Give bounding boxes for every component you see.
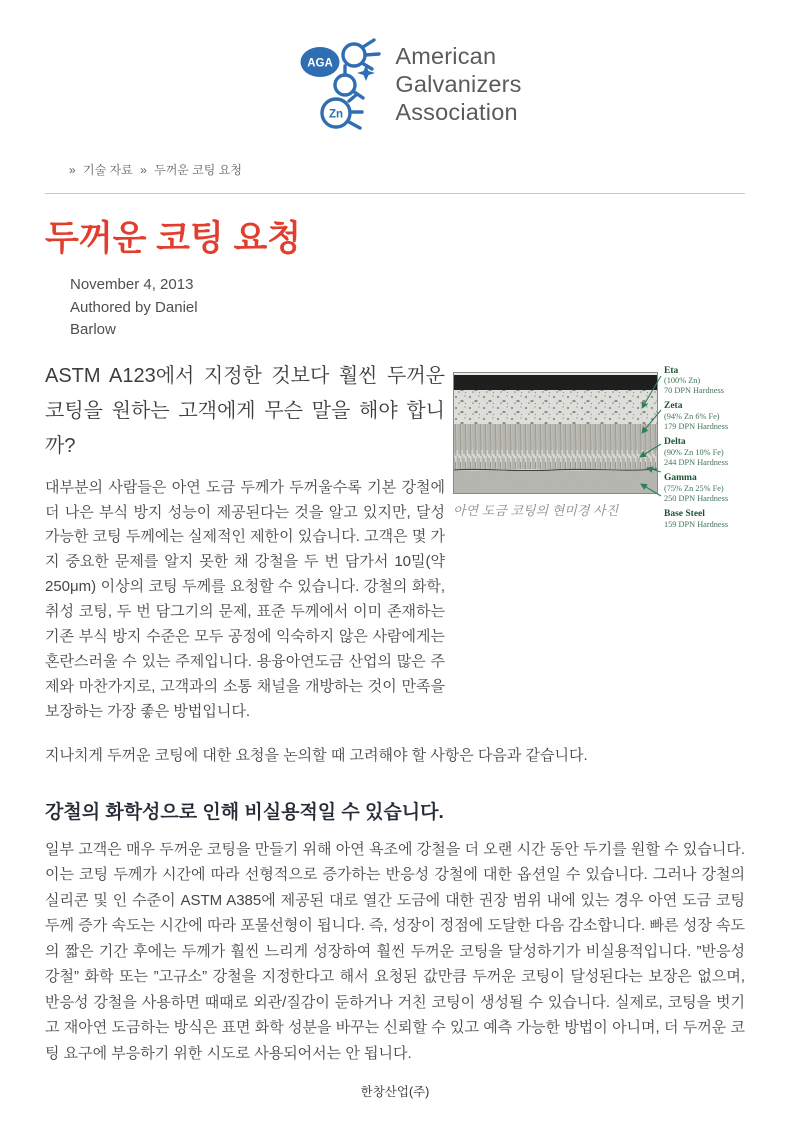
breadcrumb-separator: »: [140, 163, 147, 177]
byline: [70, 274, 745, 342]
article-author-line1: Authored by Daniel: [70, 298, 198, 316]
layer-labels: [664, 366, 748, 535]
article-author-line2: Barlow: [70, 321, 116, 338]
layer-label-zeta: [664, 401, 748, 432]
footer-company-name: 한창산업(주): [360, 1085, 430, 1099]
site-footer: [0, 1082, 790, 1100]
layer-name: Eta: [664, 365, 679, 376]
layer-composition: (90% Zn 10% Fe): [664, 447, 724, 457]
micrograph-photo: [453, 372, 658, 494]
aga-logo-icon[interactable]: [300, 38, 382, 132]
section-paragraph: 일부 고객은 매우 두꺼운 코팅을 만들기 위해 아연 욕조에 강철을 더 오랜 시간 동안 두기를 원할 수 있습니다. 이는 코팅 두께가 시간에 따라 선형적으로 증가하는 반응성 강철에 대한 옵션일 수 있습니다. 그러나 강철의 실리콘 및 인 수준이 ASTM A385에 제공된 대로 열간 도금에 대한 권장 범위 내에 있는 경우 아연 도금 코팅 두께 증가 속도는 시간에 따라 포물선형이 됩니다. 즉, 성장이 정점에 도달한 다음 감소합니다. 빠른 성장 속도의 짧은 기간 후에는 두께가 훨씬 느리게 성장하여 훨씬 두꺼운 코팅을 달성하기가 비실용적입니다. ”반응성 강철” 화학 또는 ”고규소” 강철을 지정한다고 해서 요청된 값만큼 두꺼운 코팅이 달성된다는 보장은 없으며, 반응성 강철을 사용하면 때때로 외관/질감이 둔하거나 거친 코팅이 생성될 수 있습니다. 실제로, 코팅을 벗기고 재아연 도금하는 방식은 표면 화학 성분을 바꾸는 신뢰할 수 있고 예측 가능한 방법이 아니며, 더 두꺼운 코팅 요구에 부응하기 위한 시도로 사용되어서는 안 됩니다.: [45, 840, 745, 1062]
layer-hardness: 179 DPN Hardness: [664, 422, 729, 432]
layer-label-base-steel: [664, 509, 748, 530]
intro-column: [45, 359, 445, 725]
site-header: [61, 0, 761, 134]
breadcrumb-link-current-page[interactable]: 두꺼운 코팅 요청: [154, 163, 242, 177]
org-name: [395, 43, 521, 126]
breadcrumb-link-tech-resources[interactable]: 기술 자료: [83, 163, 133, 177]
layer-name: Delta: [664, 437, 686, 448]
header-divider: [45, 193, 745, 194]
layer-label-delta: [664, 437, 748, 468]
content-row: [45, 359, 745, 725]
org-name-line: Galvanizers: [395, 71, 522, 98]
figure-caption: 아연 도금 코팅의 현미경 사진: [453, 502, 619, 518]
layer-hardness: 70 DPN Hardness: [664, 386, 724, 396]
section-heading: 강철의 화학성으로 인해 비실용적일 수 있습니다.: [45, 801, 444, 823]
layer-composition: (75% Zn 25% Fe): [664, 483, 724, 493]
logo-acronym-text: AGA: [307, 57, 334, 70]
layer-hardness: 250 DPN Hardness: [664, 493, 729, 503]
org-name-line: American: [395, 43, 497, 70]
layer-name: Zeta: [664, 401, 683, 412]
layer-hardness: 159 DPN Hardness: [664, 519, 729, 529]
layer-label-eta: [664, 366, 748, 397]
logo-zn-text: Zn: [329, 108, 344, 121]
micrograph-figure: [453, 365, 748, 725]
question-heading: ASTM A123에서 지정한 것보다 훨씬 두꺼운 코팅을 원하는 고객에게 무슨 말을 해야 합니까?: [45, 364, 445, 458]
breadcrumb-separator: »: [69, 163, 76, 177]
page-title: 두꺼운 코팅 요청: [45, 219, 302, 258]
layer-label-gamma: [664, 473, 748, 504]
intro-paragraph: 대부분의 사람들은 아연 도금 두께가 두꺼울수록 기본 강철에 더 나은 부식 방지 성능이 제공된다는 것을 알고 있지만, 달성 가능한 코팅 두께에는 실제적인 제한이 있습니다. 고객은 몇 가지 중요한 문제를 알지 못한 채 강철을 두 번 담가서 10밀(약 250μm) 이상의 코팅 두께를 요청할 수 있습니다. 강철의 화학, 취성 코팅, 두 번 담그기의 문제, 표준 두께에서 이미 존재하는 기존 부식 방지 수준은 모두 공정에 익숙하지 않은 사람에게는 혼란스러울 수 있는 주제입니다. 용융아연도금 산업의 많은 주제와 마찬가지로, 고객과의 소통 채널을 개방하는 것이 만족을 보장하는 가장 좋은 방법입니다.: [45, 478, 445, 720]
layer-hardness: 244 DPN Hardness: [664, 457, 729, 467]
layer-name: Base Steel: [664, 508, 705, 519]
article-date: November 4, 2013: [70, 276, 194, 293]
breadcrumb: [65, 161, 745, 178]
org-name-line: Association: [395, 98, 518, 125]
layer-composition: (100% Zn): [664, 376, 701, 386]
layer-name: Gamma: [664, 473, 697, 484]
layer-composition: (94% Zn 6% Fe): [664, 411, 720, 421]
transition-paragraph: 지나치게 두꺼운 코팅에 대한 요청을 논의할 때 고려해야 할 사항은 다음과 같습니다.: [45, 746, 588, 764]
